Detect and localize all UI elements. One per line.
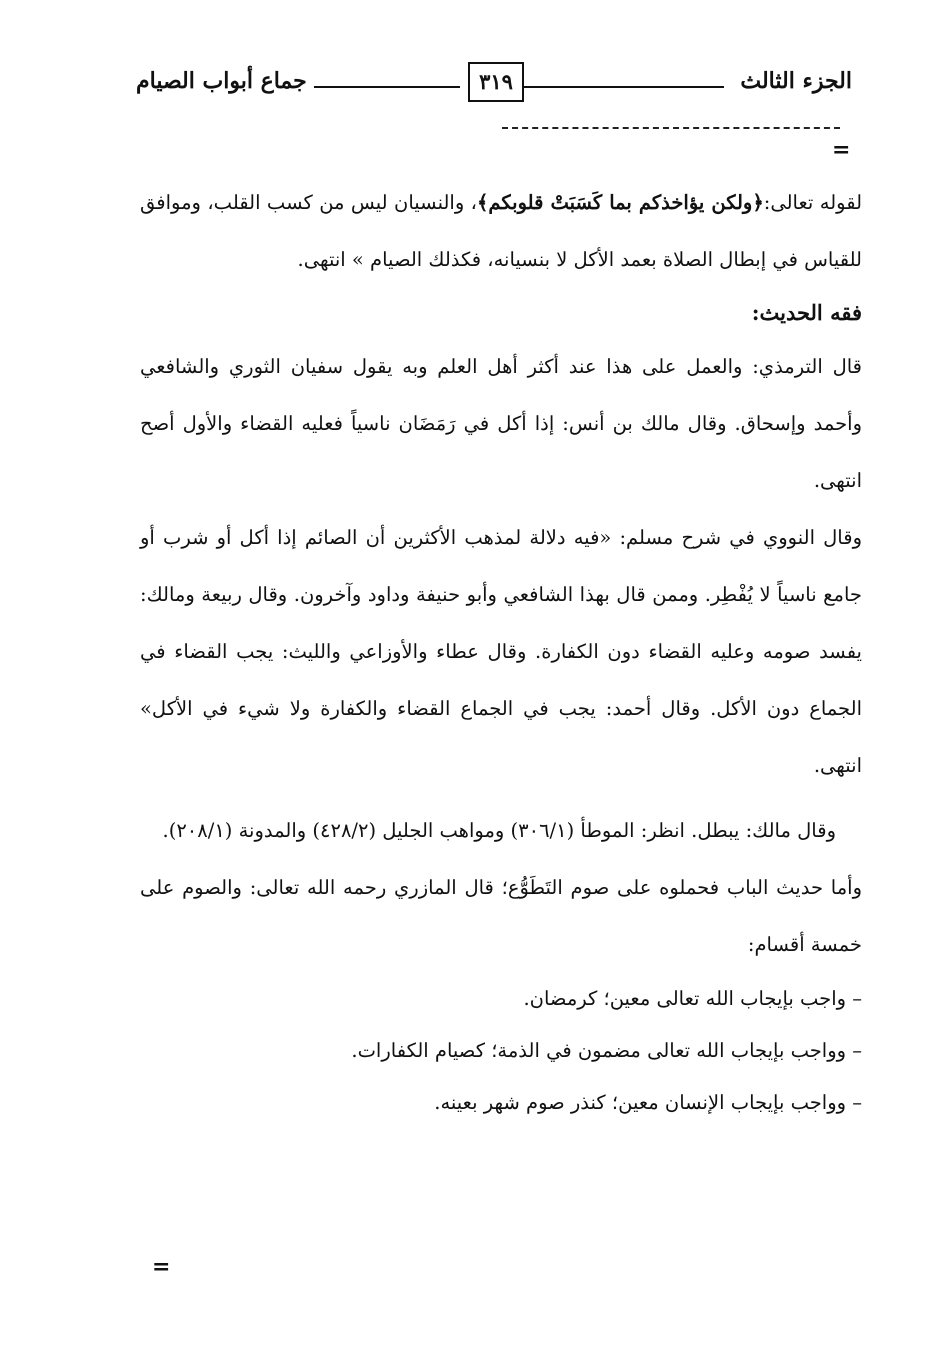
continuation-mark-bottom: = <box>152 1254 171 1280</box>
dashed-divider <box>502 127 840 129</box>
paragraph-continuation <box>140 174 862 288</box>
section-title: جماع أبواب الصيام <box>136 68 307 94</box>
header-rule-left <box>314 86 460 88</box>
main-text <box>140 174 862 1129</box>
list-item: – وواجب بإيجاب الإنسان معين؛ كنذر صوم شهر بعينه. <box>434 1091 862 1114</box>
header-rule-right <box>524 86 724 88</box>
paragraph-malik: وقال مالك: يبطل. انظر: الموطأ (٣٠٦/١) ومواهب الجليل (٤٢٨/٢) والمدونة (٢٠٨/١). <box>162 819 836 842</box>
list-item: – واجب بإيجاب الله تعالى معين؛ كرمضان. <box>523 987 862 1010</box>
paragraph-nawawi: وقال النووي في شرح مسلم: «فيه دلالة لمذهب الأكثرين أن الصائم إذا أكل أو شرب أو جامع ناسياً لا يُفْطِر. وممن قال بهذا الشافعي وأبو حنيفة وداود وآخرون. وقال ربيعة ومالك: يفسد صومه وعليه القضاء دون الكفارة. وقال عطاء والأوزاعي والليث: يجب القضاء في الجماع دون الأكل. وقال أحمد: يجب في الجماع القضاء والكفارة ولا شيء في الأكل» انتهى. <box>140 526 862 777</box>
paragraph-rest: ، والنسيان ليس من كسب القلب، وموافق للقياس في إبطال الصلاة بعمد الأكل لا بنسيانه، فكذلك الصيام » انتهى. <box>140 191 862 271</box>
page-number: ٣١٩ <box>468 62 524 102</box>
quran-quote: ﴿ولكن يؤاخذكم بما كَسَبَتْ قلوبكم﴾ <box>476 191 764 214</box>
running-header <box>128 62 852 106</box>
paragraph-mazari: وأما حديث الباب فحملوه على صوم التَطَوُّع؛ قال المازري رحمه الله تعالى: والصوم على خمسة أقسام: <box>140 876 862 956</box>
volume-label: الجزء الثالث <box>740 68 852 94</box>
paragraph-tirmidhi: قال الترمذي: والعمل على هذا عند أكثر أهل العلم وبه يقول سفيان الثوري والشافعي وأحمد وإسحاق. وقال مالك بن أنس: إذا أكل في رَمَضَان ناسياً فعليه القضاء والأول أصح انتهى. <box>140 355 862 492</box>
section-heading: فقه الحديث: <box>751 300 862 325</box>
paragraph-prefix: لقوله تعالى: <box>763 191 863 214</box>
list-item: – وواجب بإيجاب الله تعالى مضمون في الذمة؛ كصيام الكفارات. <box>351 1039 862 1062</box>
continuation-mark-top: = <box>832 137 851 163</box>
